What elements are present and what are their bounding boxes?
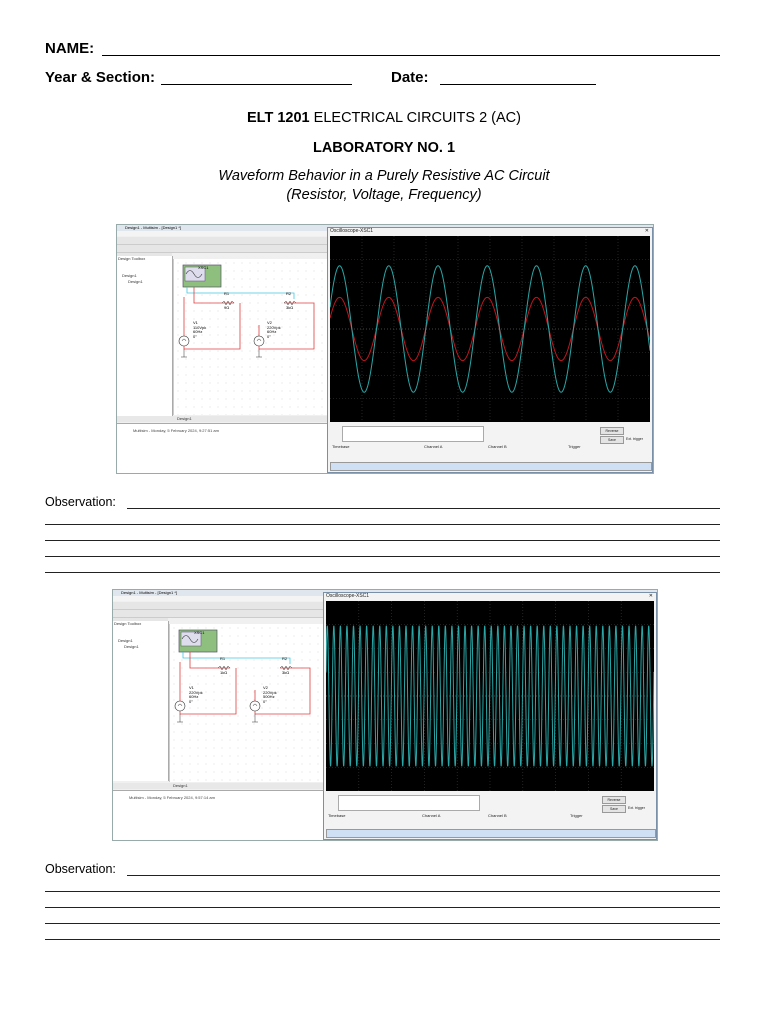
reverse-button[interactable]: Reverse xyxy=(600,427,624,435)
trigger-label: Trigger xyxy=(568,444,581,449)
v2-amplitude: 220Vpk xyxy=(263,689,277,695)
channel-b-label: Channel B xyxy=(488,444,507,449)
v1-amplitude: 110Vpk xyxy=(193,324,207,330)
multisim-screenshot-2 xyxy=(112,589,658,841)
design-tab[interactable]: Design1 xyxy=(177,416,192,421)
toolbar[interactable] xyxy=(113,602,323,610)
v2-frequency: 60Hz xyxy=(267,329,277,334)
timebase-label: Timebase xyxy=(328,813,346,818)
r1-label: R1 xyxy=(220,656,226,661)
ext-trigger-label: Ext. trigger xyxy=(628,806,645,810)
name-field[interactable] xyxy=(102,55,720,56)
v2-spec xyxy=(267,321,281,339)
lab-subtitle-variables: (Resistor, Voltage, Frequency) xyxy=(286,187,482,203)
observation-line[interactable] xyxy=(45,556,720,557)
spreadsheet-log xyxy=(117,423,327,474)
osc-title: Oscilloscope-XSC1 xyxy=(330,228,374,234)
v1-phase: 0° xyxy=(193,333,197,339)
year-section-label: Year & Section: xyxy=(45,69,156,86)
tree-child[interactable]: Design1 xyxy=(128,279,143,284)
design-toolbox xyxy=(117,256,173,416)
design-toolbox xyxy=(113,621,169,781)
log-text: Multisim - Monday, 5 February 2024, 9:27:51 am xyxy=(133,428,219,433)
log-text: Multisim - Monday, 5 February 2024, 9:57:14 am xyxy=(129,795,215,800)
r1-label: R1 xyxy=(224,291,230,296)
panel-title: Design Toolbox xyxy=(118,256,146,261)
v1-spec xyxy=(189,686,203,704)
observation-line[interactable] xyxy=(45,524,720,525)
design-tab[interactable]: Design1 xyxy=(173,783,188,788)
r2-label: R2 xyxy=(282,656,288,661)
r1-value: 9Ω xyxy=(224,305,230,310)
v1-frequency: 60Hz xyxy=(193,329,203,334)
tree-child[interactable]: Design1 xyxy=(124,644,139,649)
channel-a-label: Channel A xyxy=(424,444,443,449)
v1-amplitude: 220Vpk xyxy=(189,689,203,695)
close-icon[interactable]: ✕ xyxy=(644,228,649,234)
app-title: Design1 - Multisim - [Design1 *] xyxy=(125,225,182,230)
panel-title: Design Toolbox xyxy=(114,621,142,626)
r2-value: 3kΩ xyxy=(282,670,290,675)
tree-root[interactable]: Design1 xyxy=(118,638,133,643)
reverse-button[interactable]: Reverse xyxy=(602,796,626,804)
save-button[interactable]: Save xyxy=(600,436,624,444)
coupling-buttons[interactable] xyxy=(326,829,656,838)
xsc-label: XSC1 xyxy=(194,630,205,635)
v2-frequency: 500Hz xyxy=(263,694,275,699)
course-title xyxy=(0,110,768,126)
toolbar[interactable] xyxy=(117,237,327,245)
name-label: NAME: xyxy=(45,40,95,57)
observation-line[interactable] xyxy=(45,939,720,940)
multisim-screenshot-1 xyxy=(116,224,654,474)
oscilloscope-window[interactable] xyxy=(327,227,653,473)
v1-frequency: 60Hz xyxy=(189,694,199,699)
cursor-readout xyxy=(338,795,480,811)
observation-line[interactable] xyxy=(45,540,720,541)
lab-number: LABORATORY NO. 1 xyxy=(312,140,456,156)
lab-subtitle: Waveform Behavior in a Purely Resistive AC Circuit xyxy=(218,168,550,184)
tree-root[interactable]: Design1 xyxy=(122,273,137,278)
observation-line[interactable] xyxy=(45,907,720,908)
scope-display xyxy=(326,601,654,791)
toolbar-2[interactable] xyxy=(117,245,327,253)
save-button[interactable]: Save xyxy=(602,805,626,813)
timebase-label: Timebase xyxy=(332,444,350,449)
app-title: Design1 - Multisim - [Design1 *] xyxy=(121,590,178,595)
date-label: Date: xyxy=(391,69,429,86)
scope-controls[interactable] xyxy=(330,424,650,470)
observation-label-1: Observation: xyxy=(45,495,116,509)
v2-name: V2 xyxy=(267,320,272,325)
oscilloscope-window[interactable] xyxy=(323,592,657,840)
v1-name: V1 xyxy=(193,320,198,325)
r2-value: 3kΩ xyxy=(286,305,294,310)
channel-b-label: Channel B xyxy=(488,813,507,818)
v1-spec xyxy=(193,321,206,339)
year-section-field[interactable] xyxy=(161,84,352,85)
v2-name: V2 xyxy=(263,685,268,690)
course-code: ELT 1201 xyxy=(247,110,310,126)
observation-line[interactable] xyxy=(127,875,720,876)
observation-label-2: Observation: xyxy=(45,862,116,876)
bottom-tabs[interactable] xyxy=(113,783,323,789)
menu-bar[interactable] xyxy=(117,231,327,236)
r2-label: R2 xyxy=(286,291,292,296)
menu-bar[interactable] xyxy=(113,596,323,601)
v1-name: V1 xyxy=(189,685,194,690)
schematic-canvas[interactable] xyxy=(169,624,325,782)
osc-title: Oscilloscope-XSC1 xyxy=(326,593,370,599)
date-field[interactable] xyxy=(440,84,596,85)
close-icon[interactable]: ✕ xyxy=(648,593,653,599)
v1-phase: 0° xyxy=(189,698,193,704)
v2-phase: 0° xyxy=(263,698,267,704)
scope-controls[interactable] xyxy=(326,793,654,837)
observation-line[interactable] xyxy=(45,891,720,892)
bottom-tabs[interactable] xyxy=(117,416,327,422)
v2-amplitude: 220Vpk xyxy=(267,324,281,330)
observation-line[interactable] xyxy=(45,923,720,924)
channel-a-label: Channel A xyxy=(422,813,441,818)
coupling-buttons[interactable] xyxy=(330,462,652,471)
spreadsheet-log xyxy=(113,790,323,841)
observation-line[interactable] xyxy=(127,508,720,509)
r1-value: 1kΩ xyxy=(220,670,228,675)
schematic-canvas[interactable] xyxy=(173,259,329,415)
toolbar-2[interactable] xyxy=(113,610,323,618)
v2-phase: 0° xyxy=(267,333,271,339)
course-name: ELECTRICAL CIRCUITS 2 (AC) xyxy=(313,110,521,126)
trigger-label: Trigger xyxy=(570,813,583,818)
v2-spec xyxy=(263,686,277,704)
ext-trigger-label: Ext. trigger xyxy=(626,437,643,441)
scope-display xyxy=(330,236,650,422)
observation-line[interactable] xyxy=(45,572,720,573)
xsc-label: XSC1 xyxy=(198,265,209,270)
cursor-readout xyxy=(342,426,484,442)
